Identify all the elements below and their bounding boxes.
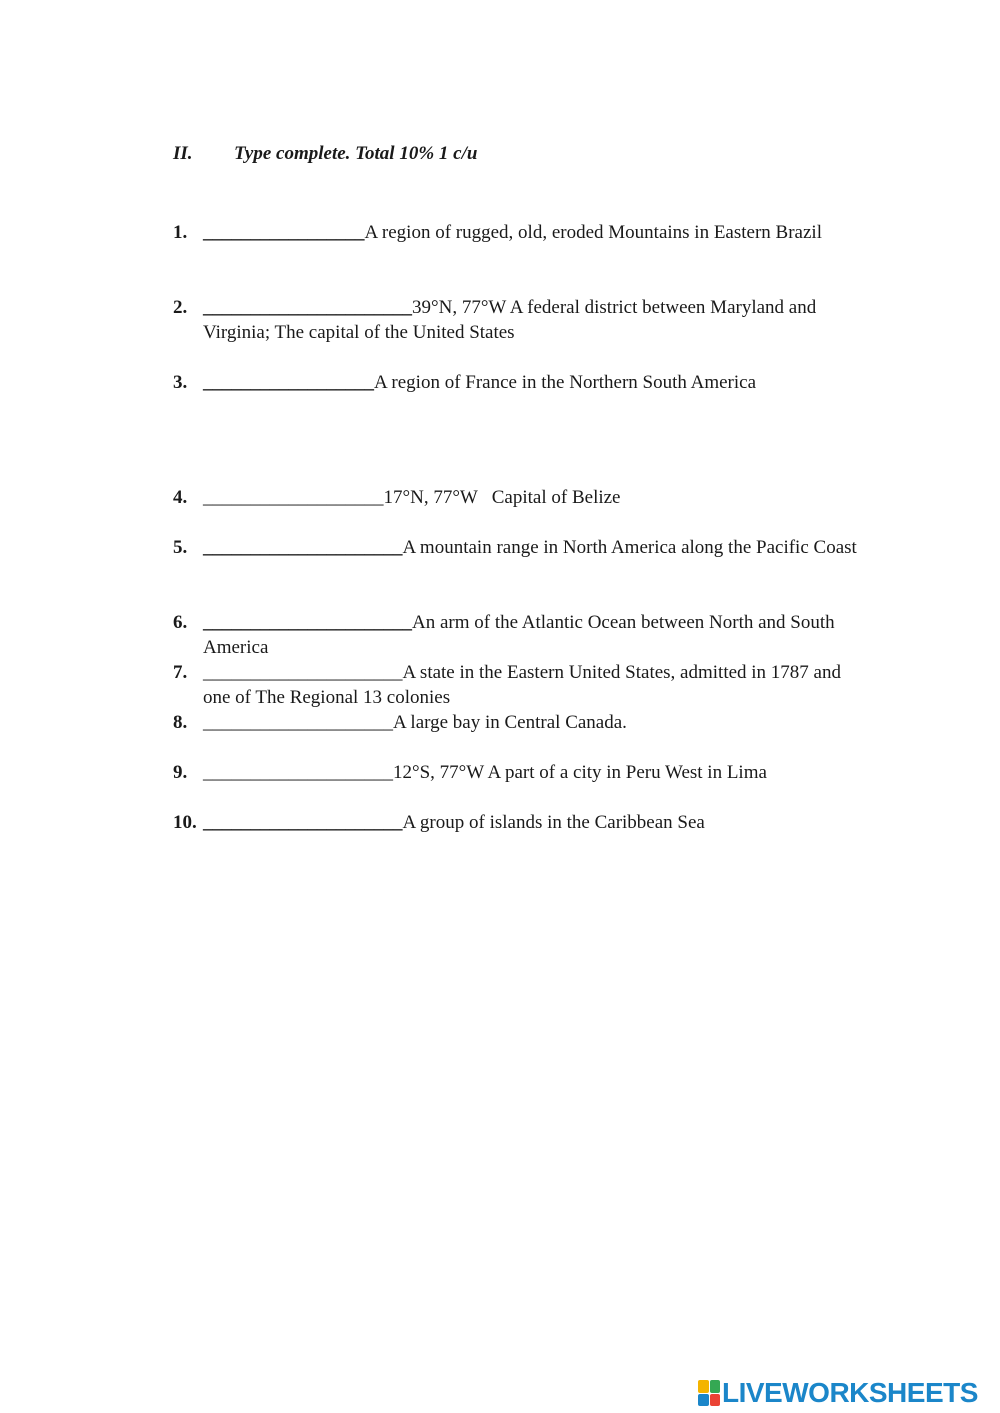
question-5 bbox=[173, 535, 873, 560]
question-text: A region of rugged, old, eroded Mountains in Eastern Brazil bbox=[364, 222, 822, 243]
question-10 bbox=[173, 810, 873, 835]
answer-blank[interactable]: ______________________ bbox=[203, 612, 412, 633]
question-text: An arm of the Atlantic Ocean between North and South America bbox=[203, 612, 835, 658]
question-2 bbox=[173, 295, 873, 345]
question-number: 10. bbox=[173, 812, 197, 833]
question-number: 2. bbox=[173, 297, 188, 318]
section-numeral: II. bbox=[173, 143, 193, 164]
question-number: 7. bbox=[173, 662, 188, 683]
question-number: 3. bbox=[173, 372, 188, 393]
question-text: 17°N, 77°W Capital of Belize bbox=[383, 487, 621, 508]
question-text: 39°N, 77°W A federal district between Maryland and Virginia; The capital of the United States bbox=[203, 297, 817, 343]
question-7 bbox=[173, 660, 873, 710]
answer-blank[interactable]: ______________________ bbox=[203, 297, 412, 318]
answer-blank[interactable]: _________________ bbox=[203, 222, 365, 243]
brand-wordmark: LIVEWORKSHEETS bbox=[722, 1377, 978, 1408]
question-number: 6. bbox=[173, 612, 188, 633]
question-text: A region of France in the Northern South America bbox=[374, 372, 757, 393]
section-heading bbox=[173, 143, 477, 165]
question-6 bbox=[173, 610, 873, 660]
answer-blank[interactable]: _____________________ bbox=[203, 662, 403, 683]
question-9 bbox=[173, 760, 873, 785]
question-number: 8. bbox=[173, 712, 188, 733]
liveworksheets-brand bbox=[698, 1378, 978, 1408]
answer-blank[interactable]: _____________________ bbox=[203, 812, 403, 833]
question-number: 4. bbox=[173, 487, 188, 508]
question-number: 5. bbox=[173, 537, 188, 558]
question-text: A group of islands in the Caribbean Sea bbox=[402, 812, 705, 833]
question-text: A state in the Eastern United States, admitted in 1787 and one of The Regional 13 colonies bbox=[203, 662, 841, 708]
answer-blank[interactable]: _____________________ bbox=[203, 537, 403, 558]
liveworksheets-logo-icon bbox=[698, 1380, 720, 1406]
answer-blank[interactable]: ____________________ bbox=[203, 762, 393, 783]
question-text: A large bay in Central Canada. bbox=[393, 712, 627, 733]
answer-blank[interactable]: __________________ bbox=[203, 372, 374, 393]
question-text: A mountain range in North America along the Pacific Coast bbox=[402, 537, 857, 558]
answer-blank[interactable]: ____________________ bbox=[203, 712, 393, 733]
question-3 bbox=[173, 370, 873, 395]
question-8 bbox=[173, 710, 873, 735]
question-1 bbox=[173, 220, 873, 245]
answer-blank[interactable]: ___________________ bbox=[203, 487, 384, 508]
question-4 bbox=[173, 485, 873, 510]
question-text: 12°S, 77°W A part of a city in Peru West in Lima bbox=[393, 762, 767, 783]
question-number: 1. bbox=[173, 222, 188, 243]
question-number: 9. bbox=[173, 762, 188, 783]
section-title: Type complete. Total 10% 1 c/u bbox=[234, 143, 478, 164]
